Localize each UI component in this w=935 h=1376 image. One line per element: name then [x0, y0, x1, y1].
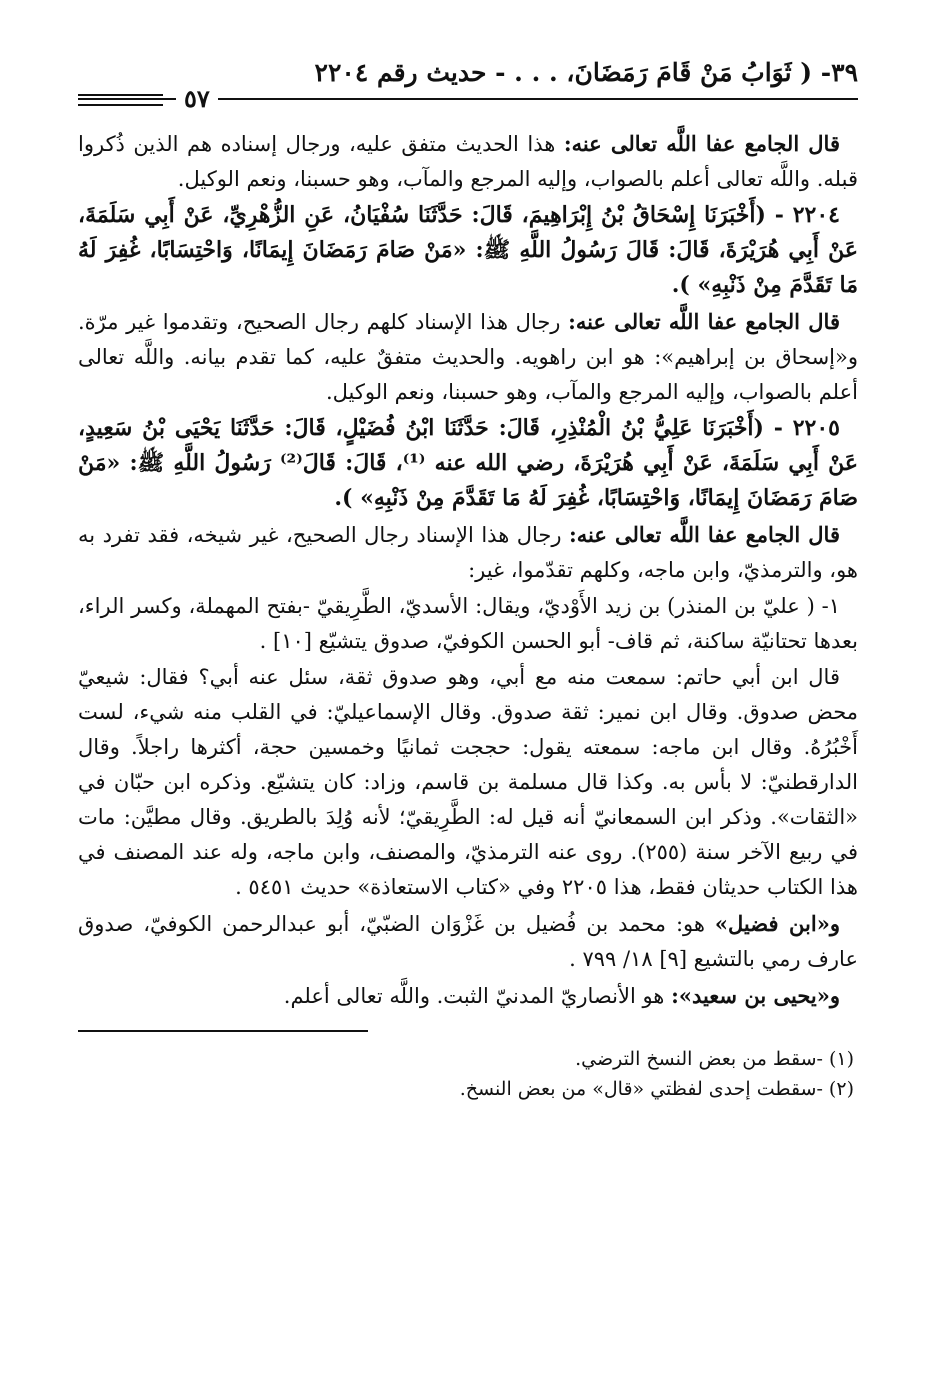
narrator-text: هو الأنصاريّ المدنيّ الثبت. واللَّه تعالى أعلم.	[283, 984, 672, 1008]
commentary-lead: قال الجامع عفا اللَّه تعالى عنه:	[569, 522, 840, 547]
footnote-1: (١) -سقط من بعض النسخ الترضي.	[575, 1048, 854, 1070]
page-number: ٥٧	[176, 84, 218, 113]
page-header	[78, 50, 858, 112]
footnote-rule	[78, 1030, 368, 1032]
narrator-name: و«يحيى بن سعيد»:	[671, 983, 840, 1008]
page-body	[78, 126, 858, 1014]
commentary-text: هذا الحديث متفق عليه، ورجال إسناده هم الذين ذُكروا قبله. واللَّه تعالى أعلم بالصواب، وإليه المرجع والمآب، وهو حسبنا، ونعم الوكيل.	[78, 132, 858, 191]
narrator-name: و«ابن فضيل»	[714, 911, 840, 936]
commentary-text: رجال هذا الإسناد رجال الصحيح، غير شيخه، فقد تفرد به هو، والترمذيّ، وابن ماجه، وكلهم تقدّموا، غير:	[78, 523, 858, 582]
paragraph-commentary-2	[78, 304, 858, 410]
paragraph-commentary-3	[78, 517, 858, 588]
commentary-lead: قال الجامع عفا اللَّه تعالى عنه:	[563, 131, 840, 156]
commentary-lead: قال الجامع عفا اللَّه تعالى عنه:	[568, 309, 840, 334]
hadith-2205: ٢٢٠٥ - (أَخْبَرَنَا عَلِيُّ بْنُ الْمُنْذِرِ، قَالَ: حَدَّثَنَا ابْنُ فُضَيْلٍ، قَالَ: حَدَّثَنَا يَحْيَى بْنُ سَعِيدٍ، عَنْ أَبِي سَلَمَةَ، عَنْ أَبِي هُرَيْرَةَ، رضي الله عنه ⁽¹⁾، قَالَ: قَالَ⁽²⁾ رَسُولُ اللَّهِ ﷺ: «مَنْ صَامَ رَمَضَانَ إِيمَانًا، وَاحْتِسَابًا، غُفِرَ لَهُ مَا تَقَدَّمَ مِنْ ذَنْبِهِ» ).	[78, 415, 859, 511]
header-double-rule	[78, 94, 163, 106]
narrator-text: هو: محمد بن فُضيل بن غَزْوَان الضبّيّ، أبو عبدالرحمن الكوفيّ، صدوق عارف رمي بالتشيع [٩] ١٨/ ٧٩٩ .	[78, 912, 858, 971]
chapter-title: ٣٩- ( ثَوَابُ مَنْ قَامَ رَمَضَانَ، . . . - حديث رقم ٢٢٠٤	[314, 58, 858, 87]
narrator-biography: قال ابن أبي حاتم: سمعت منه مع أبي، وهو صدوق ثقة، سئل عنه أبي؟ فقال: شيعيّ محض صدوق. وقال ابن نمير: ثقة صدوق. وقال الإسماعيليّ: في القلب منه شيء، لست أَخْبُرُهُ. وقال ابن ماجه: سمعته يقول: حججت ثمانيًا وخمسين حجة، أكثرها راجلاً. وقال الدارقطنيّ: لا بأس به. وكذا قال مسلمة بن قاسم، وزاد: كان يتشيّع. وذكره ابن حبّان في «الثقات». وذكر ابن السمعانيّ أنه قيل له: الطَّرِيقيّ؛ لأنه وُلِدَ بالطريق. وقال مطيَّن: مات في ربيع الآخر سنة (٢٥٥). روى عنه الترمذيّ، والمصنف، وابن ماجه، وله عند المصنف في هذا الكتاب حديثان فقط، هذا ٢٢٠٥ وفي «كتاب الاستعاذة» حديث ٥٤٥١ .	[78, 665, 858, 899]
narrator-note-1: ١- ( عليّ بن المنذر) بن زيد الأَوْديّ، ويقال: الأسديّ، الطَّرِيقيّ -بفتح المهملة، وكسر الراء، بعدها تحتانيّة ساكنة، ثم قاف- أبو الحسن الكوفيّ، صدوق يتشيّع [١٠] .	[78, 594, 858, 653]
hadith-2204: ٢٢٠٤ - (أَخْبَرَنَا إِسْحَاقُ بْنُ إِبْرَاهِيمَ، قَالَ: حَدَّثَنَا سُفْيَانُ، عَنِ الزُّهْرِيِّ، عَنْ أَبِي سَلَمَةَ، عَنْ أَبِي هُرَيْرَةَ، قَالَ: قَالَ رَسُولُ اللَّهِ ﷺ: «مَنْ صَامَ رَمَضَانَ إِيمَانًا، وَاحْتِسَابًا، غُفِرَ لَهُ مَا تَقَدَّمَ مِنْ ذَنْبِهِ» ).	[78, 202, 858, 298]
page	[78, 50, 858, 1104]
narrator-note-yahya	[78, 978, 858, 1014]
commentary-text: رجال هذا الإسناد كلهم رجال الصحيح، وتقدموا غير مرّة. و«إسحاق بن إبراهيم»: هو ابن راهويه. والحديث متفقٌ عليه، كما تقدم بيانه. واللَّه تعالى أعلم بالصواب، وإليه المرجع والمآب، وهو حسبنا، ونعم الوكيل.	[78, 310, 858, 404]
footnote-2: (٢) -سقطت إحدى لفظتي «قال» من بعض النسخ.	[459, 1078, 854, 1100]
paragraph-commentary-1	[78, 126, 858, 197]
narrator-note-ibn-fudayl	[78, 906, 858, 977]
footnotes	[78, 1044, 858, 1104]
